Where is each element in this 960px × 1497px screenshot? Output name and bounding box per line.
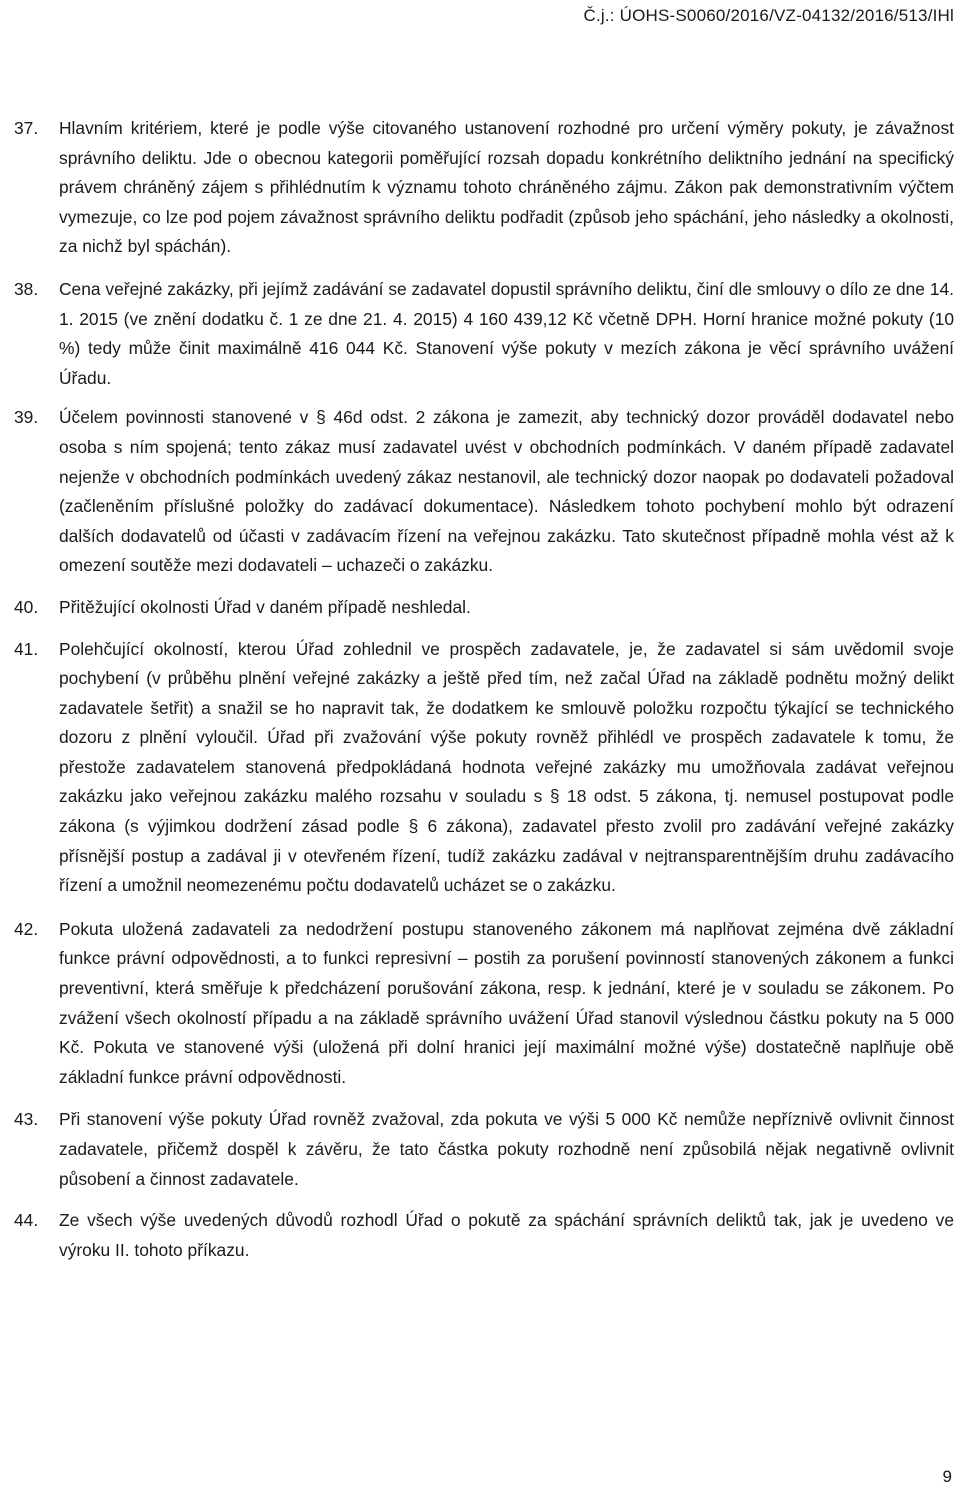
paragraph-number: 41. — [14, 638, 39, 659]
paragraph-text: Ze všech výše uvedených důvodů rozhodl Úřad o pokutě za spáchání správních deliktů tak, jak je uvedeno ve výroku II. tohoto příkazu. — [59, 1210, 954, 1260]
paragraph-40 — [14, 593, 954, 623]
paragraph-38 — [14, 275, 954, 393]
paragraph-43 — [14, 1105, 954, 1194]
paragraph-text: Hlavním kritériem, které je podle výše citovaného ustanovení rozhodné pro určení výměry pokuty, je závažnost správního deliktu. Jde o obecnou kategorii poměřující rozsah dopadu konkrétního deliktního jednání na specifický právem chráněný zájem s přihlédnutím k významu tohoto chráněného zájmu. Zákon pak demonstrativním výčtem vymezuje, co lze pod pojem závažnost správního deliktu podřadit (způsob jeho spáchání, jeho následky a okolnosti, za nichž byl spáchán). — [59, 118, 954, 257]
paragraph-text: Cena veřejné zakázky, při jejímž zadávání se zadavatel dopustil správního deliktu, činí dle smlouvy o dílo ze dne 14. 1. 2015 (ve znění dodatku č. 1 ze dne 21. 4. 2015) 4 160 439,12 Kč včetně DPH. Horní hranice možné pokuty (10 %) tedy může činit maximálně 416 044 Kč. Stanovení výše pokuty v mezích zákona je věcí správního uvážení Úřadu. — [59, 278, 954, 388]
paragraph-text: Při stanovení výše pokuty Úřad rovněž zvažoval, zda pokuta ve výši 5 000 Kč nemůže nepříznivě ovlivnit činnost zadavatele, přičemž dospěl k závěru, že tato částka pokuty rozhodně není způsobilá nějak negativně ovlivnit působení a činnost zadavatele. — [59, 1109, 954, 1189]
page-number: 9 — [942, 1467, 952, 1486]
paragraph-41 — [14, 635, 954, 901]
paragraph-number: 44. — [14, 1210, 39, 1231]
paragraph-text: Polehčující okolností, kterou Úřad zohlednil ve prospěch zadavatele, je, že zadavatel si sám uvědomil svoje pochybení (v průběhu plnění veřejné zakázky a ještě před tím, než začal Úřad na základě podnětu možný delikt zadavatele šetřit) a snažil se ho napravit tak, že dodatkem ke smlouvě položku rozpočtu týkající se technického dozoru z plnění vyloučil. Úřad při zvažování výše pokuty rovněž přihlédl ve prospěch zadavatele k tomu, že přestože zadavatelem stanovená předpokládaná hodnota veřejné zakázky mu umožňovala zadávat veřejnou zakázku jako veřejnou zakázku malého rozsahu v souladu s § 18 odst. 5 zákona, tj. nemusel postupovat podle zákona (s výjimkou dodržení zásad podle § 6 zákona), zadavatel přesto zvolil pro zadávání veřejné zakázky přísnější postup a zadával ji v otevřeném řízení, tudíž zakázku zadával v nejtransparentnějším druhu zadávacího řízení a umožnil neomezenému počtu dodavatelů ucházet se o zakázku. — [59, 638, 954, 896]
paragraph-text: Účelem povinnosti stanovené v § 46d odst. 2 zákona je zamezit, aby technický dozor prováděl dodavatel nebo osoba s ním spojená; tento zákaz musí zadavatel uvést v obchodních podmínkách. V daném případě zadavatel nejenže v obchodních podmínkách uvedený zákaz nestanovil, ale technický dozor naopak po dodavateli požadoval (začleněním příslušné položky do zadávací dokumentace). Následkem tohoto pochybení mohlo být odrazení dalších dodavatelů od účasti v zadávacím řízení na veřejnou zakázku. Tato skutečnost případně mohla vést až k omezení soutěže mezi dodavateli – uchazeči o zakázku. — [59, 407, 954, 576]
paragraph-number: 42. — [14, 918, 39, 939]
paragraph-42 — [14, 915, 954, 1093]
paragraph-number: 40. — [14, 596, 39, 617]
paragraph-39 — [14, 403, 954, 581]
paragraph-37 — [14, 114, 954, 262]
paragraph-text: Přitěžující okolnosti Úřad v daném případě neshledal. — [59, 596, 471, 617]
paragraph-number: 43. — [14, 1109, 39, 1130]
case-reference: Č.j.: ÚOHS-S0060/2016/VZ-04132/2016/513/IHl — [583, 6, 954, 25]
paragraph-number: 38. — [14, 278, 39, 299]
paragraph-number: 37. — [14, 118, 39, 138]
paragraph-44 — [14, 1206, 954, 1265]
paragraph-number: 39. — [14, 407, 39, 428]
paragraph-list — [14, 114, 954, 1265]
paragraph-text: Pokuta uložená zadavateli za nedodržení postupu stanoveného zákonem má naplňovat zejména dvě základní funkce právní odpovědnosti, a to funkci represivní – postih za porušení povinností stanovených zákonem a funkci preventivní, která směřuje k předcházení porušování zákona, resp. k jednání, které je v souladu se zákonem. Po zvážení všech okolností případu a na základě správního uvážení Úřad stanovil výslednou částku pokuty na 5 000 Kč. Pokuta ve stanovené výši (uložená při dolní hranici její maximální možné výše) dostatečně naplňuje obě základní funkce právní odpovědnosti. — [59, 918, 954, 1087]
